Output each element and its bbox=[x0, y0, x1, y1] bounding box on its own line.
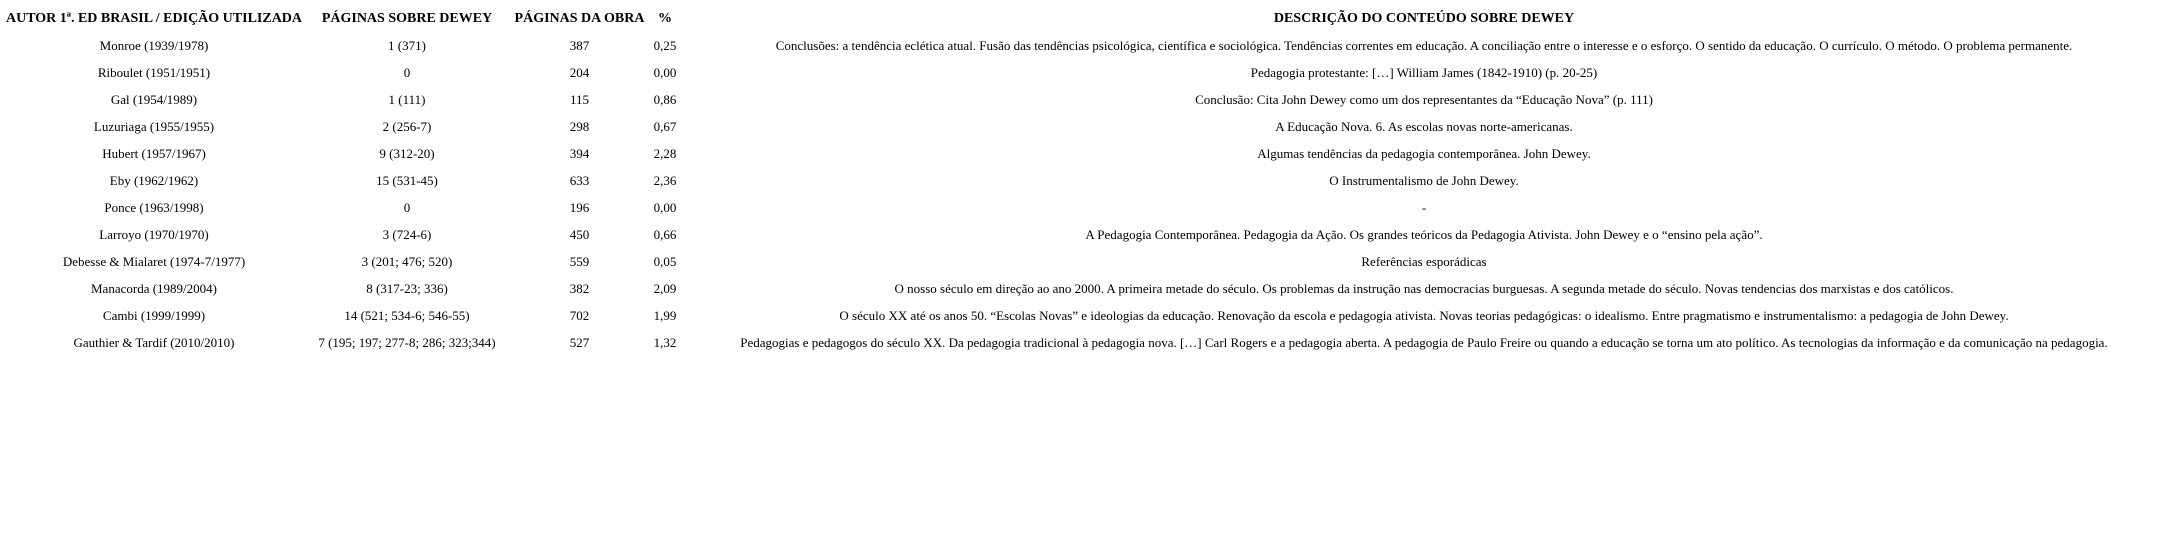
table-row bbox=[4, 140, 2167, 167]
cell-descricao: A Educação Nova. 6. As escolas novas norte-americanas. bbox=[1275, 118, 1573, 134]
cell-paginas-obra: 702 bbox=[569, 307, 590, 323]
cell-paginas-obra: 450 bbox=[569, 226, 590, 242]
cell-paginas-dewey: 9 (312-20) bbox=[379, 145, 435, 161]
cell-paginas-obra: 394 bbox=[569, 145, 590, 161]
cell-autor: Luzuriaga (1955/1955) bbox=[93, 118, 215, 134]
cell-percent: 0,00 bbox=[653, 64, 677, 80]
cell-percent: 0,05 bbox=[653, 253, 677, 269]
cell-descricao: Algumas tendências da pedagogia contemporânea. John Dewey. bbox=[1257, 145, 1591, 161]
cell-percent: 0,00 bbox=[653, 199, 677, 215]
table-row bbox=[4, 86, 2167, 113]
table-row bbox=[4, 248, 2167, 275]
cell-paginas-obra: 196 bbox=[569, 199, 590, 215]
cell-paginas-dewey: 7 (195; 197; 277-8; 286; 323;344) bbox=[318, 334, 496, 350]
cell-descricao: Pedagogia protestante: […] William James (1842-1910) (p. 20-25) bbox=[1250, 64, 1598, 80]
header-descricao: DESCRIÇÃO DO CONTEÚDO SOBRE DEWEY bbox=[1273, 11, 1575, 26]
header-paginas-obra: PÁGINAS DA OBRA bbox=[514, 11, 645, 26]
cell-paginas-dewey: 14 (521; 534-6; 546-55) bbox=[344, 307, 470, 323]
cell-paginas-obra: 559 bbox=[569, 253, 590, 269]
cell-paginas-obra: 387 bbox=[569, 37, 590, 53]
cell-paginas-dewey: 8 (317-23; 336) bbox=[366, 280, 448, 296]
header-percent: % bbox=[658, 11, 672, 26]
cell-autor: Hubert (1957/1967) bbox=[102, 145, 206, 161]
cell-autor: Riboulet (1951/1951) bbox=[97, 64, 211, 80]
cell-autor: Ponce (1963/1998) bbox=[104, 199, 204, 215]
cell-paginas-dewey: 0 bbox=[403, 199, 411, 215]
cell-descricao: - bbox=[1421, 199, 1427, 215]
dewey-table bbox=[4, 6, 2167, 356]
table-row bbox=[4, 275, 2167, 302]
table-header bbox=[4, 6, 2167, 32]
cell-autor: Larroyo (1970/1970) bbox=[99, 226, 209, 242]
table-row bbox=[4, 329, 2167, 356]
cell-autor: Gauthier & Tardif (2010/2010) bbox=[73, 334, 235, 350]
cell-paginas-dewey: 2 (256-7) bbox=[382, 118, 432, 134]
cell-paginas-obra: 204 bbox=[569, 64, 590, 80]
cell-descricao: O nosso século em direção ao ano 2000. A primeira metade do século. Os problemas da instrução nas democracias burguesas. A segunda metade do século. Novas tendencias dos marxistas e dos católicos. bbox=[894, 280, 1954, 296]
table-row bbox=[4, 194, 2167, 221]
table-row bbox=[4, 113, 2167, 140]
header-row bbox=[4, 6, 2167, 32]
cell-percent: 0,25 bbox=[653, 37, 677, 53]
cell-paginas-dewey: 3 (201; 476; 520) bbox=[361, 253, 453, 269]
table-body bbox=[4, 32, 2167, 356]
table-row bbox=[4, 32, 2167, 59]
cell-percent: 0,86 bbox=[653, 91, 677, 107]
cell-paginas-obra: 298 bbox=[569, 118, 590, 134]
cell-paginas-obra: 382 bbox=[569, 280, 590, 296]
cell-paginas-dewey: 3 (724-6) bbox=[382, 226, 432, 242]
cell-autor: Monroe (1939/1978) bbox=[99, 37, 209, 53]
cell-percent: 0,66 bbox=[653, 226, 677, 242]
cell-paginas-dewey: 0 bbox=[403, 64, 411, 80]
cell-descricao: O Instrumentalismo de John Dewey. bbox=[1329, 172, 1519, 188]
cell-percent: 2,09 bbox=[653, 280, 677, 296]
cell-paginas-obra: 633 bbox=[569, 172, 590, 188]
cell-percent: 0,67 bbox=[653, 118, 677, 134]
header-paginas-dewey: PÁGINAS SOBRE DEWEY bbox=[321, 11, 493, 26]
cell-descricao: Referências esporádicas bbox=[1361, 253, 1487, 269]
table-row bbox=[4, 302, 2167, 329]
cell-descricao: Conclusão: Cita John Dewey como um dos representantes da “Educação Nova” (p. 111) bbox=[1195, 91, 1653, 107]
cell-autor: Manacorda (1989/2004) bbox=[91, 280, 217, 296]
cell-autor: Gal (1954/1989) bbox=[110, 91, 198, 107]
cell-percent: 1,99 bbox=[653, 307, 677, 323]
cell-descricao: Conclusões: a tendência eclética atual. Fusão das tendências psicológica, científica e sociológica. Tendências correntes em educação. A conciliação entre o interesse e o esforço. O sentido da educação. O currículo. O método. O problema permanente. bbox=[775, 37, 2073, 53]
cell-paginas-dewey: 15 (531-45) bbox=[376, 172, 438, 188]
table-row bbox=[4, 59, 2167, 86]
cell-paginas-obra: 115 bbox=[569, 91, 590, 107]
cell-percent: 1,32 bbox=[653, 334, 677, 350]
header-autor: AUTOR 1ª. ED BRASIL / EDIÇÃO UTILIZADA bbox=[5, 11, 303, 26]
cell-autor: Cambi (1999/1999) bbox=[102, 307, 206, 323]
cell-percent: 2,36 bbox=[653, 172, 677, 188]
cell-paginas-dewey: 1 (111) bbox=[388, 91, 426, 107]
table-row bbox=[4, 167, 2167, 194]
cell-percent: 2,28 bbox=[653, 145, 677, 161]
cell-descricao: A Pedagogia Contemporânea. Pedagogia da Ação. Os grandes teóricos da Pedagogia Ativista. John Dewey e o “ensino pela ação”. bbox=[1085, 226, 1763, 242]
cell-paginas-obra: 527 bbox=[569, 334, 590, 350]
cell-autor: Debesse & Mialaret (1974-7/1977) bbox=[62, 253, 246, 269]
table-row bbox=[4, 221, 2167, 248]
cell-paginas-dewey: 1 (371) bbox=[388, 37, 426, 53]
cell-descricao: Pedagogias e pedagogos do século XX. Da pedagogia tradicional à pedagogia nova. […] Carl Rogers e a pedagogia aberta. A pedagogia de Paulo Freire ou quando a educação se torna um ato político. As tecnologias da informação e da comunicação na pedagogia. bbox=[740, 334, 2108, 350]
cell-descricao: O século XX até os anos 50. “Escolas Novas” e ideologias da educação. Renovação da escola e pedagogia ativista. Novas teorias pedagógicas: o idealismo. Entre pragmatismo e instrumentalismo: a pedagogia de John Dewey. bbox=[839, 307, 2009, 323]
cell-autor: Eby (1962/1962) bbox=[109, 172, 199, 188]
